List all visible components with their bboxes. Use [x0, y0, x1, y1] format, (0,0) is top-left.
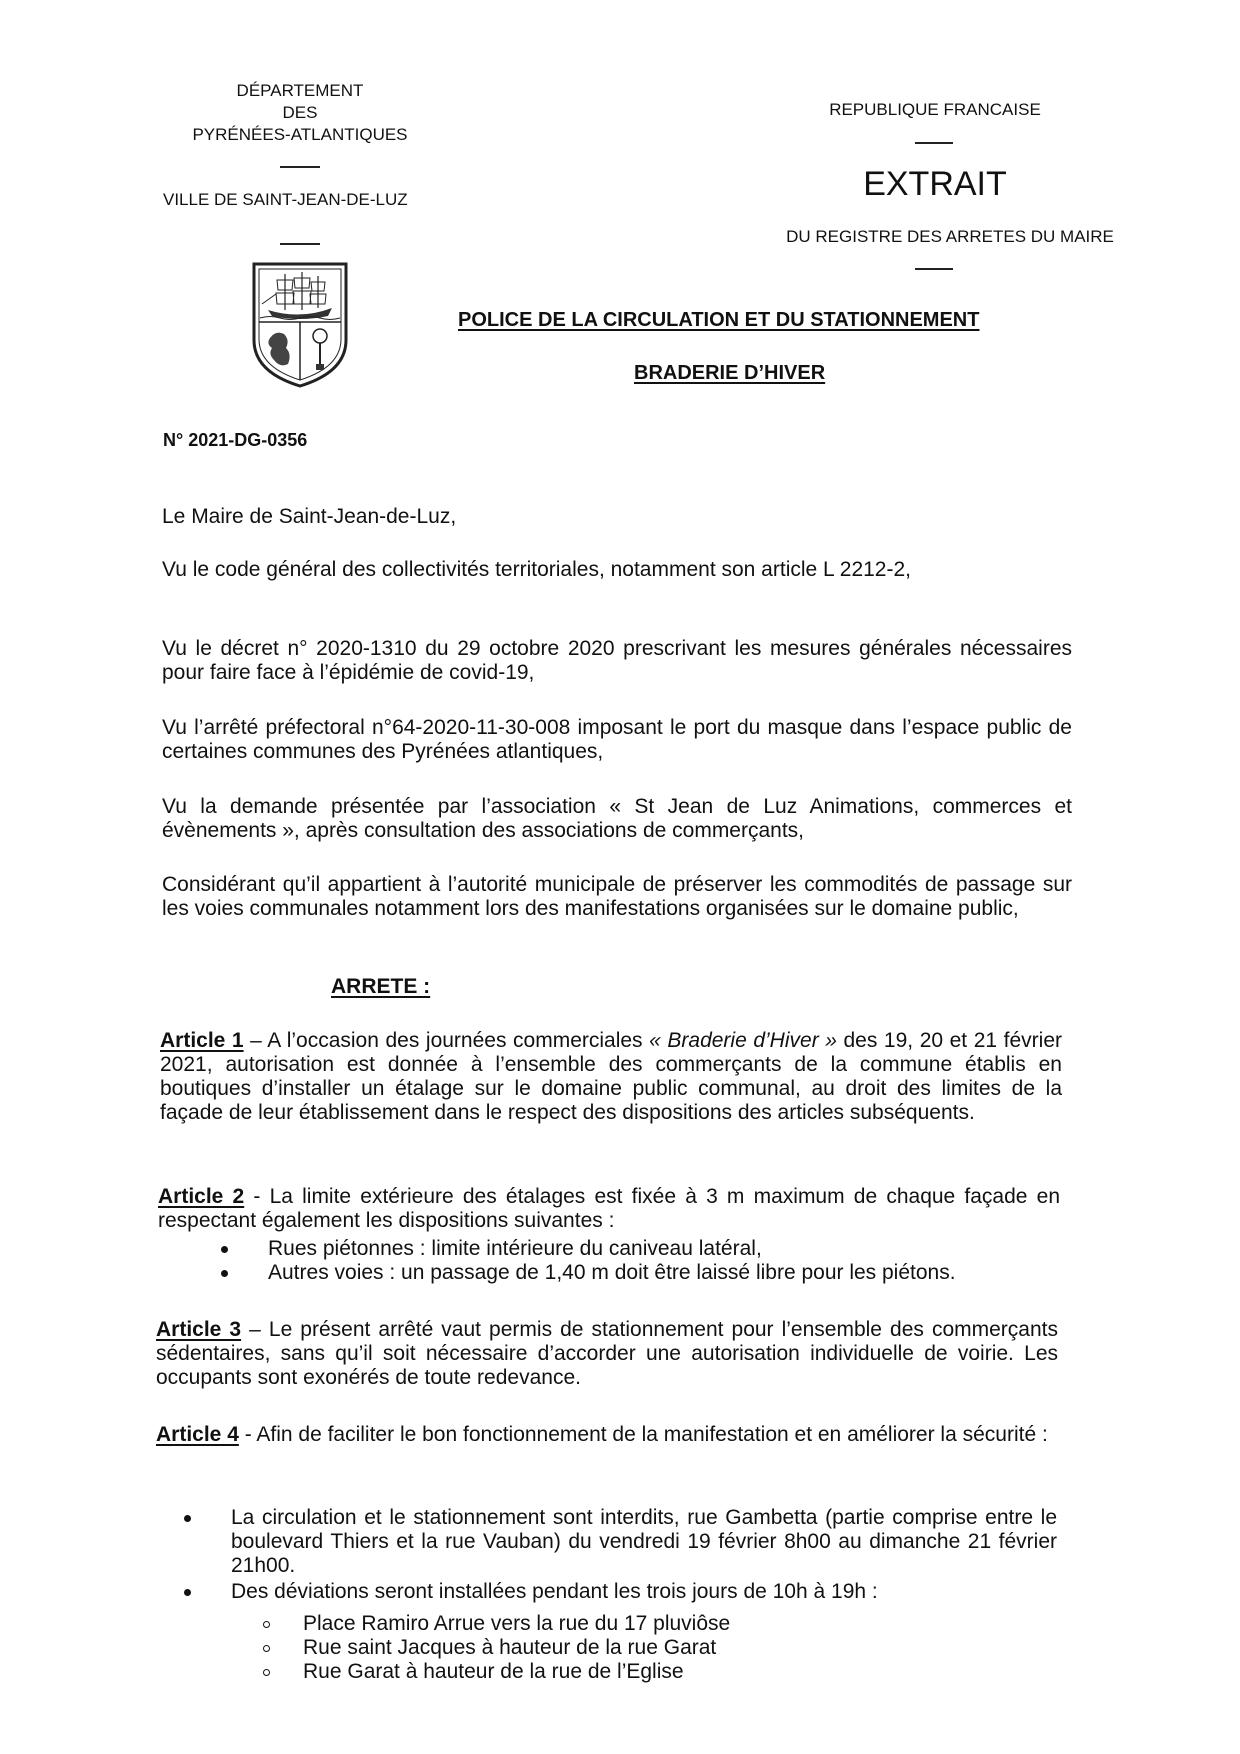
list-item: Des déviations seront installées pendant les trois jours de 10h à 19h :	[231, 1580, 1057, 1604]
list-item: Rues piétonnes : limite intérieure du caniveau latéral,	[268, 1237, 1068, 1261]
vu-paragraph: Vu la demande présentée par l’association « St Jean de Luz Animations, commerces et évènements », après consultation des associations de commerçants,	[162, 795, 1072, 842]
article-1-title: Article 1	[160, 1029, 244, 1052]
separator	[915, 142, 953, 144]
article-3-text: – Le présent arrêté vaut permis de stationnement pour l’ensemble des commerçants sédentaires, sans qu’il soit nécessaire d’accorder une autorisation individuelle de voirie. Les occupants sont exonérés de toute redevance.	[156, 1318, 1058, 1389]
article-2-list	[268, 1237, 1068, 1285]
document-subtitle: BRADERIE D’HIVER	[634, 362, 826, 384]
considerant-paragraph: Considérant qu’il appartient à l’autorité municipale de préserver les commodités de passage sur les voies communales notamment lors des manifestations organisées sur le domaine public,	[162, 873, 1072, 920]
article-1-text: des 19, 20 et 21 février 2021, autorisation est donnée à l’ensemble des commerçants de la commune établis en boutiques d’installer un étalage sur le domaine public communal, au droit des limites de la façade de leur établissement dans le respect des dispositions des articles subséquents.	[160, 1029, 1062, 1124]
department-line: DÉPARTEMENT	[236, 81, 364, 100]
article-1-event: « Braderie d’Hiver »	[649, 1029, 837, 1052]
list-item: Autres voies : un passage de 1,40 m doit être laissé libre pour les piétons.	[268, 1261, 1068, 1285]
article-1	[160, 1029, 1062, 1125]
article-3	[156, 1318, 1058, 1390]
article-2-title: Article 2	[158, 1185, 245, 1208]
list-item: Rue Garat à hauteur de la rue de l’Eglise	[303, 1660, 1063, 1684]
registre-label: DU REGISTRE DES ARRETES DU MAIRE	[786, 227, 1114, 246]
vu-paragraph: Vu le décret n° 2020-1310 du 29 octobre 2020 prescrivant les mesures générales nécessaires pour faire face à l’épidémie de covid-19,	[162, 637, 1072, 684]
maire-line: Le Maire de Saint-Jean-de-Luz,	[162, 505, 457, 528]
document-title: POLICE DE LA CIRCULATION ET DU STATIONNEMENT	[458, 309, 980, 331]
department-line: DES	[282, 103, 318, 122]
article-2	[158, 1185, 1060, 1233]
article-4-title: Article 4	[156, 1423, 239, 1446]
article-1-text: – A l’occasion des journées commerciales	[243, 1029, 650, 1052]
coat-of-arms-icon	[250, 260, 350, 390]
article-4-list	[231, 1506, 1057, 1604]
list-item: Rue saint Jacques à hauteur de la rue Garat	[303, 1636, 1063, 1660]
article-3-title: Article 3	[156, 1318, 242, 1341]
separator	[280, 243, 320, 245]
list-item: Place Ramiro Arrue vers la rue du 17 pluviôse	[303, 1612, 1063, 1636]
list-item: La circulation et le stationnement sont interdits, rue Gambetta (partie comprise entre le boulevard Thiers et la rue Vauban) du vendredi 19 février 8h00 au dimanche 21 février 21h00.	[231, 1506, 1057, 1578]
article-4-sublist	[303, 1612, 1063, 1684]
republic-label: REPUBLIQUE FRANCAISE	[829, 100, 1041, 119]
article-4	[156, 1423, 1056, 1447]
department-line: PYRÉNÉES-ATLANTIQUES	[192, 125, 408, 144]
vu-paragraph: Vu l’arrêté préfectoral n°64-2020-11-30-008 imposant le port du masque dans l’espace public de certaines communes des Pyrénées atlantiques,	[162, 716, 1072, 763]
department-header	[160, 80, 440, 146]
arrete-number: N° 2021-DG-0356	[163, 430, 308, 450]
separator	[915, 268, 953, 270]
article-4-text: - Afin de faciliter le bon fonctionnement de la manifestation et en améliorer la sécurité :	[238, 1423, 1048, 1446]
separator	[280, 166, 320, 168]
city-name: VILLE DE SAINT-JEAN-DE-LUZ	[163, 190, 408, 209]
article-2-text: - La limite extérieure des étalages est fixée à 3 m maximum de chaque façade en respectant également les dispositions suivantes :	[158, 1185, 1060, 1232]
arrete-heading: ARRETE :	[331, 975, 431, 998]
vu-paragraph: Vu le code général des collectivités territoriales, notamment son article L 2212-2,	[162, 558, 911, 581]
extrait-title: EXTRAIT	[863, 165, 1007, 203]
